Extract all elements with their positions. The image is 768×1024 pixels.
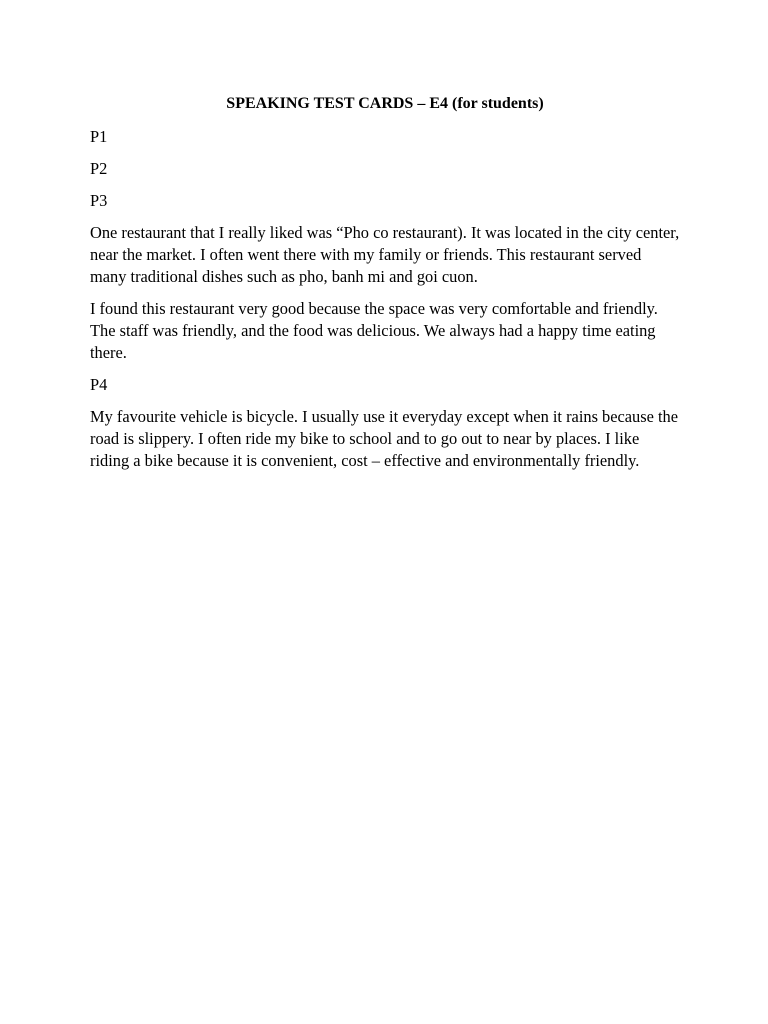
section-heading-p1: P1 (90, 127, 108, 146)
section-heading-p4: P4 (90, 375, 108, 394)
document-body (90, 94, 680, 482)
page-title: SPEAKING TEST CARDS – E4 (for students) (226, 95, 544, 112)
p3-paragraph-restaurant: One restaurant that I really liked was “Pho co restaurant). It was located in the city center, near the market. I often went there with my family or friends. This restaurant served many traditional dishes such as pho, banh mi and goi cuon. (90, 223, 680, 286)
section-heading-p3: P3 (90, 191, 108, 210)
p3-paragraph-reason: I found this restaurant very good because the space was very comfortable and friendly. The staff was friendly, and the food was delicious. We always had a happy time eating there. (90, 299, 658, 362)
section-heading-p2: P2 (90, 159, 108, 178)
p4-paragraph-vehicle: My favourite vehicle is bicycle. I usually use it everyday except when it rains because the road is slippery. I often ride my bike to school and to go out to near by places. I like riding a bike because it is convenient, cost – effective and environmentally friendly. (90, 407, 679, 470)
